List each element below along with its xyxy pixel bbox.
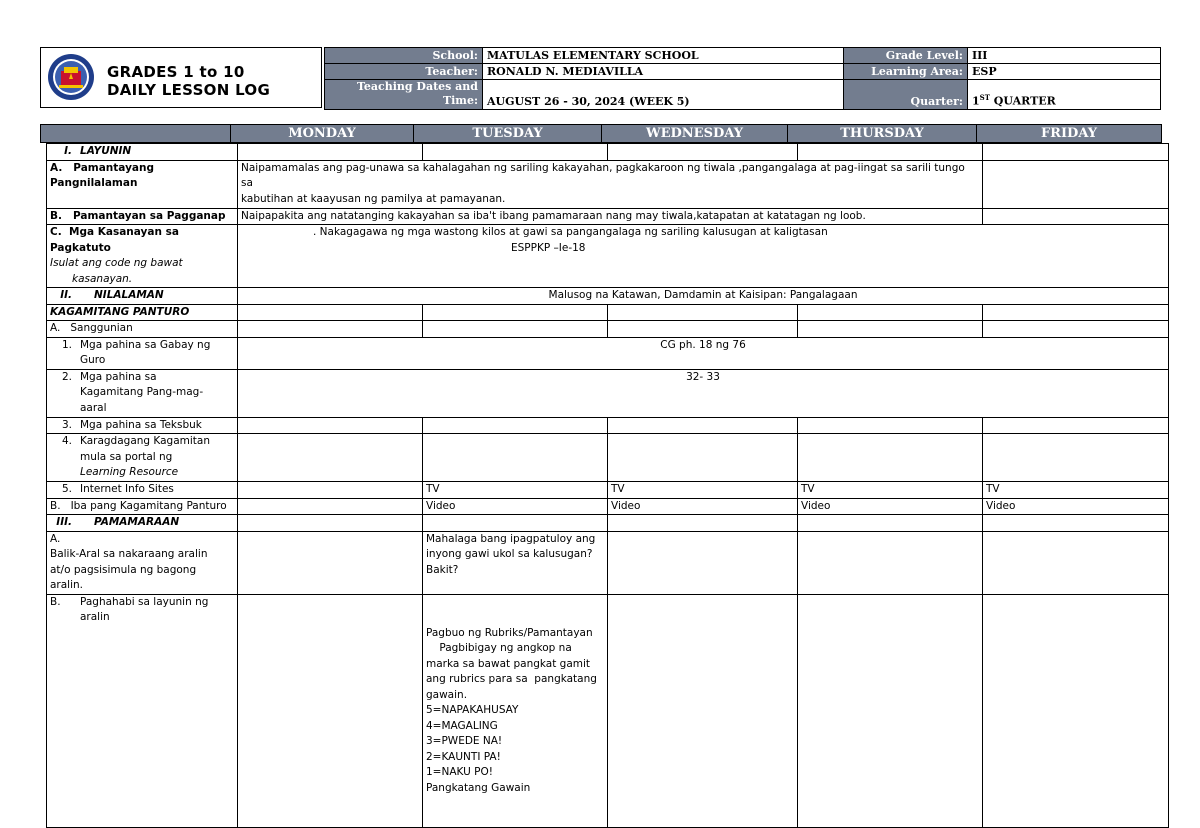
line: 5=NAPAKAHUSAY [426,704,519,716]
teaching-dates-label [325,80,483,110]
label-line: aralin [80,611,110,623]
cell [983,434,1169,482]
letter: A. [50,532,61,545]
cell [798,531,983,594]
cell [798,434,983,482]
cell [238,594,423,828]
row-label-iba-pang [47,498,238,515]
line: ang rubrics para sa pangkatang [426,673,597,685]
cell [983,515,1169,532]
cell [983,160,1169,208]
letter: B. [50,209,62,222]
layunin-label: LAYUNIN [80,145,132,157]
iba-pang-tue: Video [423,498,608,515]
row-label-paghahabi [47,594,238,828]
cell [608,321,798,338]
label-line: mula sa portal ng [80,450,173,463]
row-label-kagamitan: KAGAMITANG PANTURO [47,304,238,321]
label: PAMAMARAAN [94,516,180,528]
letter: C. [50,226,62,238]
num: III. [56,516,72,528]
row-label-pamamaraan [47,515,238,532]
kasanayan-content [238,225,1169,288]
cell [423,144,608,161]
paghahabi-tue [423,594,608,828]
iba-pang-fri: Video [983,498,1169,515]
cell [798,304,983,321]
label-line: aralin. [50,579,84,591]
row-label-nilalaman [47,288,238,305]
title-box [40,47,322,108]
day-wednesday: WEDNESDAY [602,125,788,143]
line: 2=KAUNTI PA! [426,750,501,763]
cell [608,144,798,161]
table-row [47,434,1169,482]
num: 4. [61,435,72,447]
table-row [47,337,1169,369]
line: inyong gawi ukol sa kalusugan? [426,548,593,560]
balik-aral-tue [423,531,608,594]
quarter-value [968,80,1161,110]
day-thursday: THURSDAY [788,125,977,143]
table-row [47,417,1169,434]
cell [238,482,423,499]
internet-wed: TV [608,482,798,499]
label: Mga pahina sa Teksbuk [80,418,202,431]
teacher-value: RONALD N. MEDIAVILLA [483,64,844,80]
cell [423,417,608,434]
label: Pamantayang Pangnilalaman [50,161,154,189]
letter: A. [50,322,61,334]
cell [798,144,983,161]
gabay-content: CG ph. 18 ng 76 [238,337,1169,369]
lesson-table [46,143,1169,828]
sub: Isulat ang code ng bawat [50,257,183,269]
label: Sanggunian [70,322,133,334]
line: . Nakagagawa ng mga wastong kilos at gawi sa pangangalaga ng sariling kalusugan at kaligtasan [313,226,828,238]
cell [608,515,798,532]
cell [983,321,1169,338]
label: Internet Info Sites [80,483,174,495]
cell [238,498,423,515]
letter: A. [50,161,63,174]
internet-thu: TV [798,482,983,499]
internet-fri: TV [983,482,1169,499]
table-row [47,321,1169,338]
table-row [47,208,1169,225]
row-label-teksbuk [47,417,238,434]
line: Pangkatang Gawain [426,781,531,794]
quarter-label: Quarter: [844,80,968,110]
pamantayan-sa-pagganap-content: Naipapakita ang natatanging kakayahan sa iba't ibang pamamaraan nang may tiwala,katapatan at katatagan ng loob. [238,208,983,225]
line: 1=NAKU PO! [426,766,493,778]
cell [423,434,608,482]
label-line: Guro [80,354,106,366]
cell [608,594,798,828]
day-header-blank [41,125,231,143]
label-line: Mga pahina sa [80,370,157,383]
label-line: Karagdagang Kagamitan [80,435,210,447]
table-row [47,594,1169,828]
line: Pagbibigay ng angkop na [426,642,572,654]
label-line: Learning Resource [80,466,179,478]
row-label-balik-aral [47,531,238,594]
label-line: aaral [80,401,107,414]
row-label-gabay [47,337,238,369]
iba-pang-thu: Video [798,498,983,515]
row-label-sanggunian [47,321,238,338]
quarter-text: QUARTER [989,95,1056,108]
row-label-pamantayan-sa-pagganap [47,208,238,225]
cell [798,417,983,434]
cell [238,304,423,321]
table-row [47,225,1169,288]
info-table [324,47,1161,110]
num: 5. [61,483,72,495]
cell [238,144,423,161]
nilalaman-content: Malusog na Katawan, Damdamin at Kaisipan: Pangalagaan [238,288,1169,305]
line: Pagbuo ng Rubriks/Pamantayan [426,626,593,639]
iba-pang-wed: Video [608,498,798,515]
day-tuesday: TUESDAY [414,125,602,143]
label-line: at/o pagsisimula ng bagong [50,563,197,576]
cell [983,208,1169,225]
kagamitang-pang-mag-aaral-content: 32- 33 [238,369,1169,417]
line: Mahalaga bang ipagpatuloy ang [426,532,596,545]
label [80,595,208,626]
cell [983,594,1169,828]
day-monday: MONDAY [231,125,414,143]
label: NILALAMAN [94,289,164,301]
label-line: Balik-Aral sa nakaraang aralin [50,548,208,560]
cell [238,321,423,338]
line: Bakit? [426,563,459,576]
cell [798,515,983,532]
cell [238,531,423,594]
cell [423,515,608,532]
letter: B. [50,595,61,608]
table-row [47,515,1169,532]
label-line: Mga pahina sa Gabay ng [80,338,211,351]
label: Pamantayan sa Pagganap [72,209,226,222]
title-daily-lesson-log: DAILY LESSON LOG [107,81,271,99]
cell [238,417,423,434]
cell [983,531,1169,594]
sub: kasanayan. [72,272,133,285]
cell [608,531,798,594]
table-row [47,498,1169,515]
num: 2. [61,370,72,383]
row-label-internet [47,482,238,499]
day-header-row [40,124,1162,143]
line: 4=MAGALING [426,719,498,732]
line: 3=PWEDE NA! [426,735,503,747]
cell [238,515,423,532]
label [80,434,210,481]
table-row [47,144,1169,161]
label-line: Paghahabi sa layunin ng [80,595,209,608]
teacher-label: Teacher: [325,64,483,80]
cell [983,417,1169,434]
row-label-kasanayan [47,225,238,288]
cell [608,417,798,434]
cell [423,304,608,321]
table-row [47,304,1169,321]
title-grades: GRADES 1 to 10 [107,63,245,81]
num: II. [60,289,72,301]
table-row [47,288,1169,305]
num: 1. [61,338,72,351]
day-friday: FRIDAY [977,125,1162,143]
teaching-dates-value: AUGUST 26 - 30, 2024 (WEEK 5) [483,80,844,110]
table-row [47,482,1169,499]
cell [798,321,983,338]
row-label-kagamitang-pang-mag-aaral [47,369,238,417]
layunin-num: I. [64,145,72,157]
learning-area-value: ESP [968,64,1161,80]
line: marka sa bawat pangkat gamit [426,657,591,670]
pamantayang-pangnilalaman-content [238,160,983,208]
internet-tue: TV [423,482,608,499]
num: 3. [61,418,72,431]
label-line: Kagamitang Pang-mag- [80,386,204,398]
grade-level-value: III [968,48,1161,64]
row-label-pamantayang-pangnilalaman [47,160,238,208]
cell [983,304,1169,321]
label: Mga Kasanayan sa Pagkatuto [50,226,179,254]
cell [238,434,423,482]
line: kabutihan at kaayusan ng pamilya at pamayanan. [241,192,506,205]
line: Naipamamalas ang pag-unawa sa kahalagahan ng sariling kakayahan, pagkakaroon ng tiwala ,pangangalaga at pag-iingat sa sarili tungo sa [241,161,965,189]
deped-seal-icon [47,53,95,101]
school-value: MATULAS ELEMENTARY SCHOOL [483,48,844,64]
school-label: School: [325,48,483,64]
quarter-number: 1 [972,95,980,108]
label [50,547,207,594]
cell [983,144,1169,161]
learning-area-label: Learning Area: [844,64,968,80]
table-row [47,531,1169,594]
cell [608,434,798,482]
label [80,370,203,417]
label: Iba pang Kagamitang Panturo [70,499,227,512]
cell [423,321,608,338]
table-row [47,160,1169,208]
letter: B. [50,499,61,512]
label [80,338,210,369]
cell [798,594,983,828]
teaching-dates-label-line1: Teaching Dates and [356,80,478,93]
teaching-dates-label-line2: Time: [442,94,478,107]
line: gawain. [426,688,468,701]
table-row [47,369,1169,417]
cell [608,304,798,321]
row-label-layunin [47,144,238,161]
row-label-karagdagang [47,434,238,482]
quarter-superscript: ST [979,93,990,103]
grade-level-label: Grade Level: [844,48,968,64]
code: ESPPKP –Ie-18 [511,241,586,254]
